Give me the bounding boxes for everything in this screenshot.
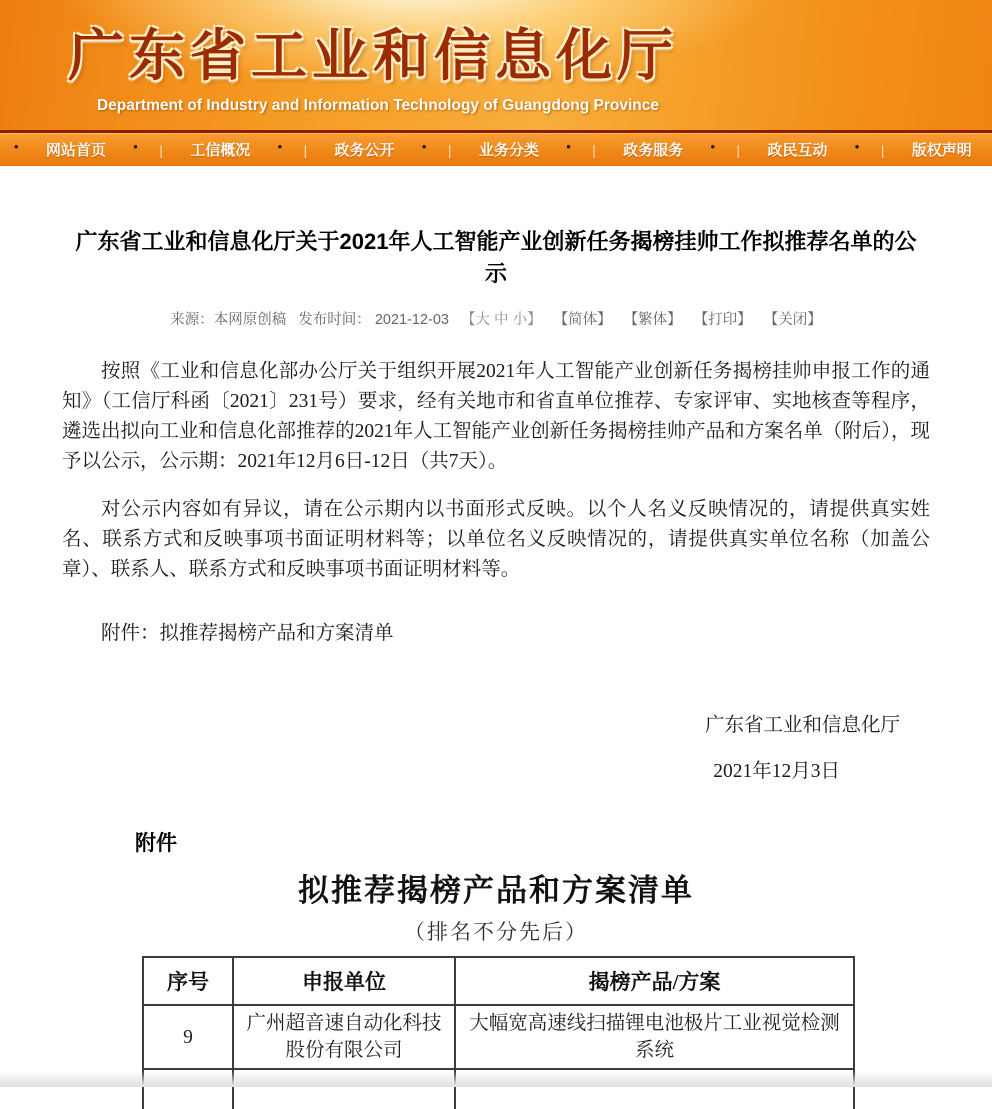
- attachment-title: 拟推荐揭榜产品和方案清单: [298, 873, 694, 908]
- nav-separator-pipe: |: [159, 141, 163, 158]
- article: [0, 226, 992, 783]
- paragraph-2: 对公示内容如有异议，请在公示期内以书面形式反映。以个人名义反映情况的，请提供真实姓名、联系方式和反映事项书面证明材料等；以单位名义反映情况的，请提供真实单位名称（加盖公章）、联系人、联系方式和反映事项书面证明材料等。: [62, 499, 930, 580]
- cell-serial-number: 9: [143, 1005, 233, 1069]
- page-title: 广东省工业和信息化厅关于2021年人工智能产业创新任务揭榜挂帅工作拟推荐名单的公示: [75, 229, 917, 286]
- main-nav: [0, 130, 992, 166]
- attachment-document: [0, 827, 992, 1109]
- print-button[interactable]: 【打印】: [693, 312, 752, 328]
- table-row-partial: [143, 1069, 854, 1109]
- nav-separator-pipe: |: [736, 141, 741, 158]
- font-size-control[interactable]: 【大 中 小】: [461, 312, 542, 328]
- header-serial-number: 序号: [143, 957, 233, 1005]
- attachment-label: 附件: [135, 832, 177, 855]
- nav-item-business-category[interactable]: 业务分类: [478, 142, 539, 159]
- header-applicant-unit: 申报单位: [233, 957, 455, 1005]
- table-header-row: [143, 957, 854, 1005]
- nav-separator-pipe: |: [592, 141, 596, 158]
- nav-separator-pipe: |: [303, 141, 308, 158]
- recommendation-table: [142, 956, 855, 1109]
- site-title: 广东省工业和信息化厅: [68, 24, 678, 87]
- table-row: [143, 1005, 854, 1069]
- site-banner: [0, 0, 992, 130]
- cell-product-plan: 大幅宽高速线扫描锂电池极片工业视觉检测系统: [455, 1005, 854, 1069]
- nav-item-copyright[interactable]: 版权声明: [911, 142, 972, 159]
- nav-separator-dot: •: [566, 139, 571, 154]
- site-title-english: Department of Industry and Information Technology of Guangdong Province: [96, 97, 660, 114]
- cell-applicant-unit: 广州超音速自动化科技股份有限公司: [233, 1005, 455, 1069]
- source-label: 来源：本网原创稿: [170, 312, 287, 328]
- nav-separator-pipe: |: [447, 141, 452, 158]
- paragraph-1: 按照《工业和信息化部办公厅关于组织开展2021年人工智能产业创新任务揭榜挂帅申报工作的通知》（工信厅科函〔2021〕231号）要求，经有关地市和省直单位推荐、专家评审、实地核查等程序，遴选出拟向工业和信息化部推荐的2021年人工智能产业创新任务揭榜挂帅产品和方案名单（附后），现予以公示，公示期：2021年12月6日-12日（共7天）。: [62, 361, 930, 472]
- signature-date: 2021年12月3日: [713, 761, 840, 782]
- nav-item-overview[interactable]: 工信概况: [190, 142, 251, 159]
- attachment-subtitle: （排名不分先后）: [404, 920, 588, 944]
- nav-separator-dot: •: [277, 139, 283, 154]
- nav-item-gov-services[interactable]: 政务服务: [623, 142, 684, 159]
- close-button[interactable]: 【关闭】: [763, 312, 822, 328]
- simplified-button[interactable]: 【简体】: [553, 312, 612, 328]
- header-product-plan: 揭榜产品/方案: [455, 957, 854, 1005]
- nav-item-public-interaction[interactable]: 政民互动: [767, 142, 828, 159]
- attachment-reference-line: 附件：拟推荐揭榜产品和方案清单: [101, 623, 394, 644]
- nav-separator-pipe: |: [880, 141, 885, 158]
- nav-item-gov-open[interactable]: 政务公开: [334, 142, 395, 159]
- nav-separator-dot: •: [710, 139, 716, 154]
- publish-time-label: 发布时间： 2021-12-03: [298, 312, 449, 328]
- traditional-button[interactable]: 【繁体】: [623, 312, 682, 328]
- banner-inner: [0, 0, 992, 115]
- nav-separator-dot: •: [133, 139, 138, 154]
- nav-item-site-home[interactable]: 网站首页: [45, 142, 106, 159]
- article-meta: [62, 308, 930, 329]
- nav-separator-dot: •: [854, 139, 860, 154]
- nav-separator-dot: •: [14, 139, 19, 154]
- nav-separator-dot: •: [421, 139, 427, 154]
- signature-org: 广东省工业和信息化厅: [704, 715, 900, 736]
- article-body: [62, 357, 930, 585]
